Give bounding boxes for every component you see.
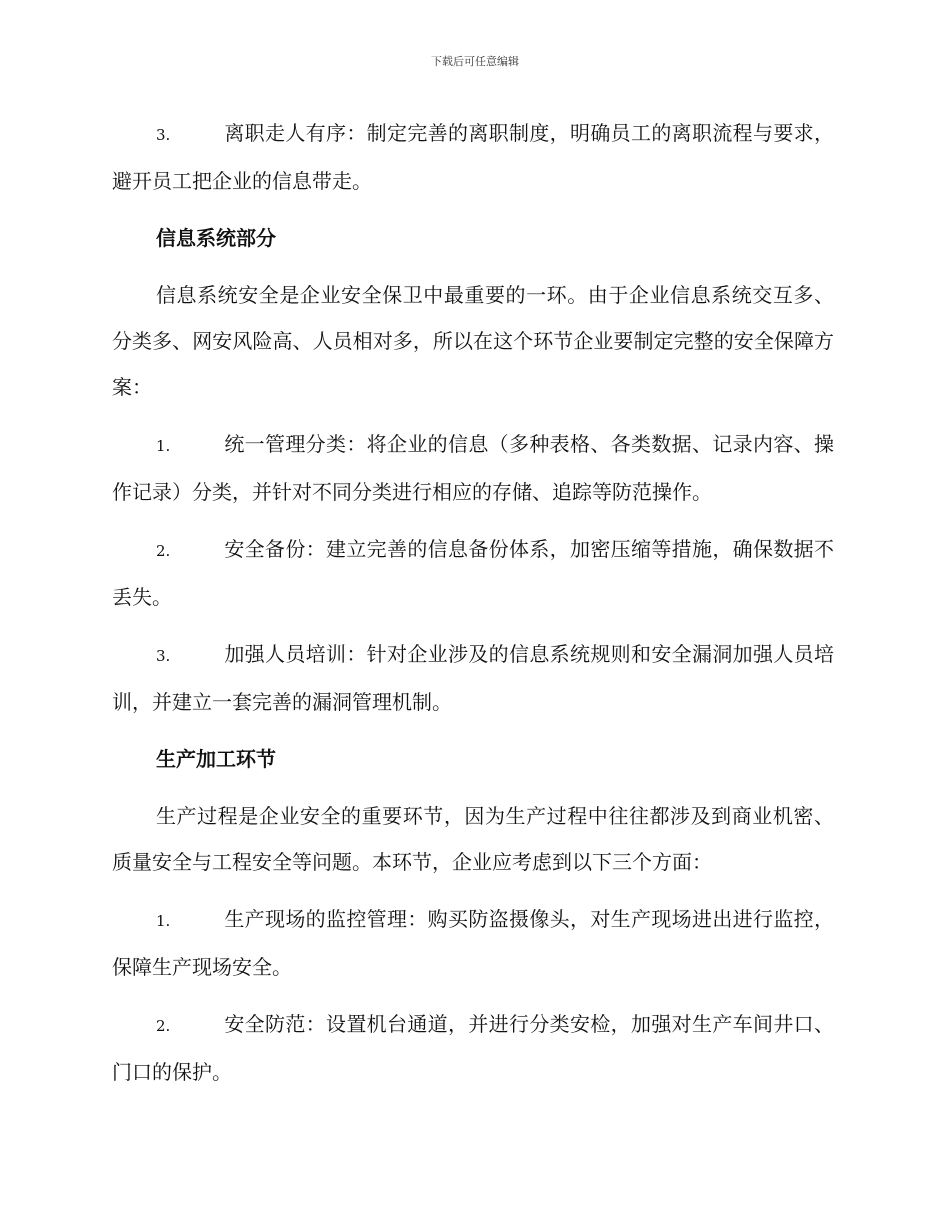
- paragraph-info-system: 信息系统安全是企业安全保卫中最重要的一环。由于企业信息系统交互多、分类多、网安风险高、人员相对多，所以在这个环节企业要制定完整的安全保障方案：: [112, 283, 834, 399]
- list-number: 3.: [156, 126, 171, 144]
- list-item-prod-1: [112, 896, 834, 990]
- list-item-prod-2: [112, 1001, 834, 1095]
- list-number: 3.: [156, 647, 171, 665]
- list-number: 2.: [156, 542, 171, 560]
- list-item-leave: [112, 110, 834, 204]
- list-item-info-1: [112, 421, 834, 515]
- list-item-text: 生产现场的监控管理：购买防盗摄像头，对生产现场进出进行监控，保障生产现场安全。: [112, 907, 834, 979]
- list-number: 1.: [156, 912, 171, 930]
- section-heading-info-system: 信息系统部分: [156, 226, 276, 250]
- list-item-text: 加强人员培训：针对企业涉及的信息系统规则和安全漏洞加强人员培训，并建立一套完善的漏洞管理机制。: [112, 642, 834, 714]
- section-heading-production: 生产加工环节: [156, 747, 276, 771]
- list-item-text: 离职走人有序：制定完善的离职制度，明确员工的离职流程与要求，避开员工把企业的信息带走。: [112, 121, 834, 193]
- page-header: 下载后可任意编辑: [431, 55, 519, 68]
- list-item-text: 安全防范：设置机台通道，并进行分类安检，加强对生产车间井口、门口的保护。: [112, 1012, 834, 1084]
- document-body: [112, 110, 834, 1106]
- list-number: 1.: [156, 437, 171, 455]
- paragraph-production: 生产过程是企业安全的重要环节，因为生产过程中往往都涉及到商业机密、质量安全与工程安全等问题。本环节，企业应考虑到以下三个方面：: [112, 804, 834, 874]
- list-item-info-3: [112, 631, 834, 725]
- list-item-info-2: [112, 526, 834, 620]
- list-number: 2.: [156, 1017, 171, 1035]
- list-item-text: 安全备份：建立完善的信息备份体系，加密压缩等措施，确保数据不丢失。: [112, 537, 834, 609]
- list-item-text: 统一管理分类：将企业的信息（多种表格、各类数据、记录内容、操作记录）分类，并针对不同分类进行相应的存储、追踪等防范操作。: [112, 432, 834, 504]
